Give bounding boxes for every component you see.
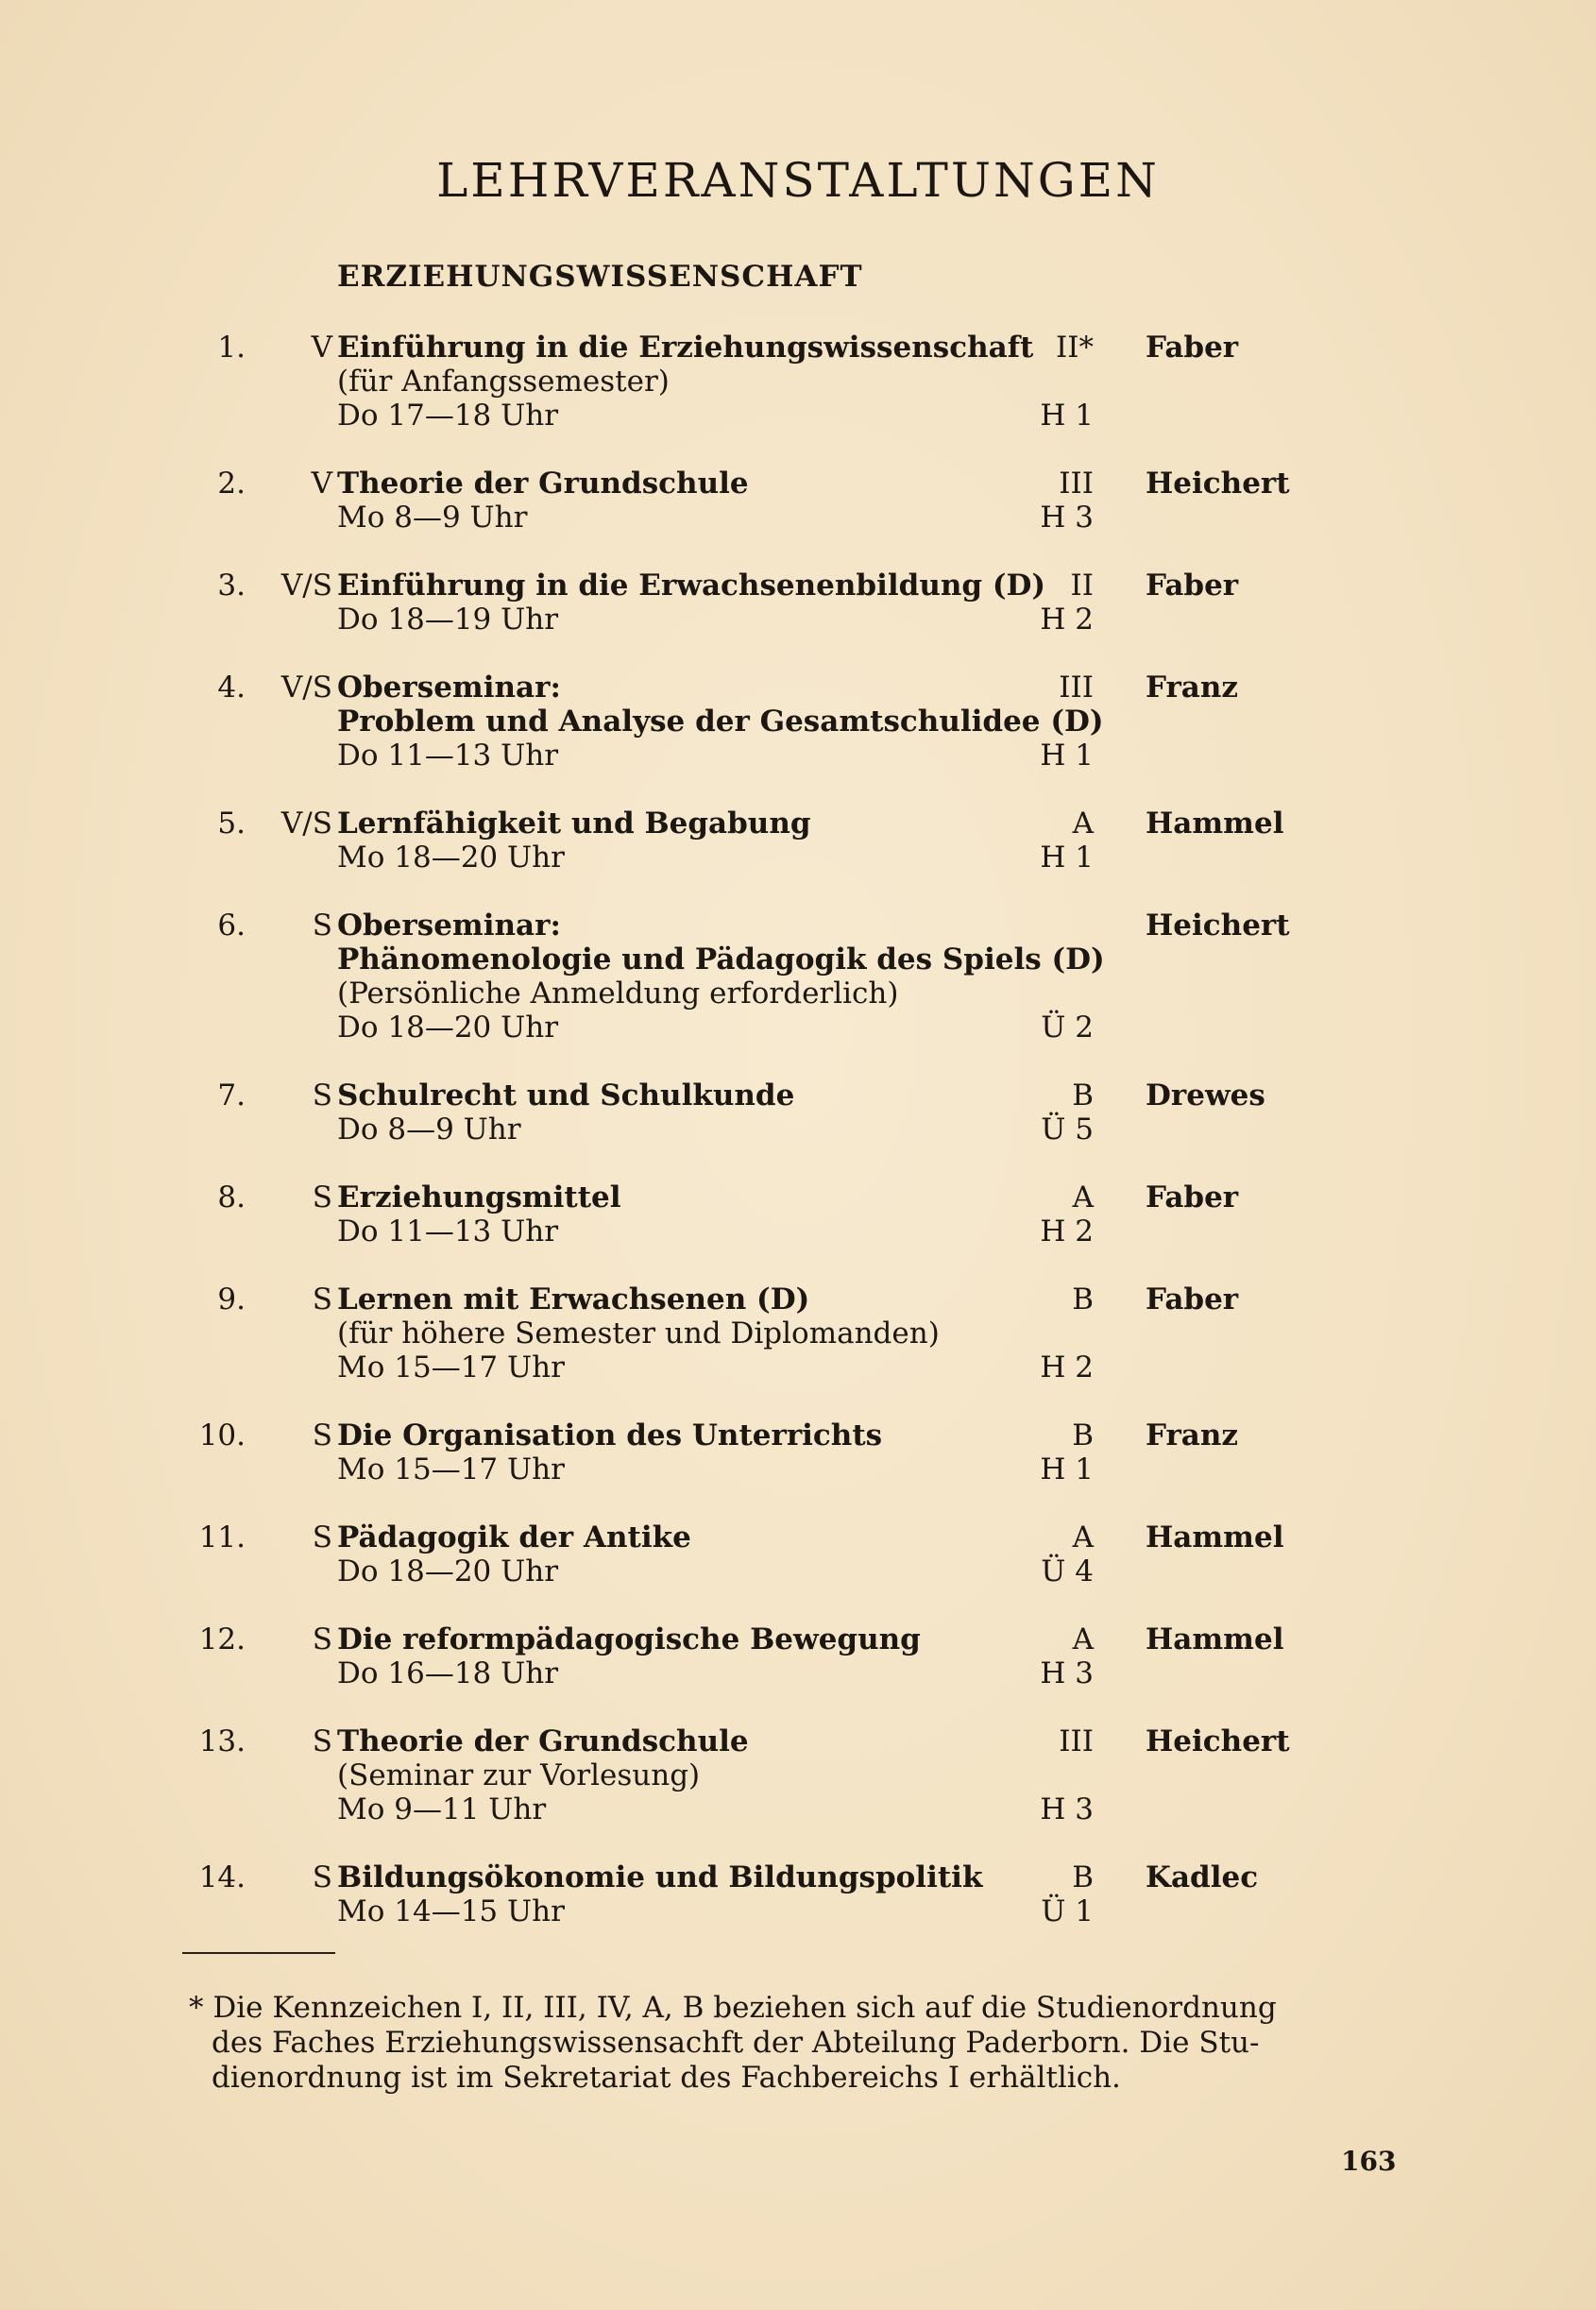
course-number: 3. [217,569,246,603]
course-entry [0,671,1596,773]
course-line [0,1316,1596,1350]
course-line [0,739,1596,773]
lecturer-name: Drewes [1146,1079,1265,1113]
course-type: S [312,1724,332,1758]
course-line [0,1622,1596,1656]
course-line [0,705,1596,739]
course-entry [0,1520,1596,1588]
course-code: III [1059,1724,1094,1758]
course-code: H 2 [1040,603,1094,637]
lecturer-name: Heichert [1146,467,1290,501]
course-type: V/S [280,671,332,705]
course-line [0,671,1596,705]
course-detail: (für Anfangssemester) [337,365,670,399]
course-title: Erziehungsmittel [337,1180,621,1214]
course-detail: Do 17—18 Uhr [337,399,559,433]
course-line [0,467,1596,501]
course-type: S [312,1418,332,1452]
page-title: LEHRVERANSTALTUNGEN [436,153,1160,208]
course-title: Theorie der Grundschule [337,467,749,501]
course-entry [0,331,1596,433]
course-line [0,1656,1596,1690]
course-line [0,1758,1596,1792]
course-type: V [311,467,332,501]
course-code: H 1 [1040,1452,1094,1486]
course-title: Einführung in die Erwachsenenbildung (D) [337,569,1046,603]
course-line [0,603,1596,637]
course-entry [0,1079,1596,1147]
course-number: 13. [198,1724,246,1758]
course-code: B [1072,1079,1094,1113]
course-line [0,1350,1596,1384]
course-detail: Do 8—9 Uhr [337,1113,521,1147]
course-line [0,1894,1596,1928]
course-number: 10. [198,1418,246,1452]
course-title: Oberseminar: [337,909,561,943]
course-number: 14. [198,1860,246,1894]
course-line [0,807,1596,841]
course-title: Problem und Analyse der Gesamtschulidee (D) [337,705,1104,739]
course-title: Die Organisation des Unterrichts [337,1418,883,1452]
course-line [0,1860,1596,1894]
course-detail: Do 18—20 Uhr [337,1011,559,1045]
course-type: V/S [280,569,332,603]
course-line [0,1282,1596,1316]
course-list [0,331,1596,1928]
course-line [0,1452,1596,1486]
course-line [0,1418,1596,1452]
course-entry [0,1724,1596,1826]
course-title: Einführung in die Erziehungswissenschaft [337,331,1034,365]
course-line [0,909,1596,943]
course-code: Ü 1 [1041,1894,1094,1928]
course-entry [0,1418,1596,1486]
course-code: H 1 [1040,841,1094,875]
lecturer-name: Faber [1146,569,1239,603]
course-code: II* [1056,331,1094,365]
course-title: Lernen mit Erwachsenen (D) [337,1282,810,1316]
course-detail: Mo 9—11 Uhr [337,1792,547,1826]
course-detail: Mo 14—15 Uhr [337,1894,565,1928]
lecturer-name: Hammel [1146,1520,1284,1554]
course-number: 2. [217,467,246,501]
course-type: V [311,331,332,365]
course-title: Phänomenologie und Pädagogik des Spiels (D) [337,943,1105,977]
course-title: Theorie der Grundschule [337,1724,749,1758]
course-code: III [1059,467,1094,501]
course-code: Ü 4 [1041,1554,1094,1588]
course-type: S [312,1520,332,1554]
course-number: 8. [217,1180,246,1214]
course-type: S [312,1079,332,1113]
course-detail: Mo 18—20 Uhr [337,841,565,875]
course-code: H 1 [1040,399,1094,433]
course-code: A [1072,1180,1094,1214]
course-entry [0,569,1596,637]
course-line [0,977,1596,1011]
course-line [0,1554,1596,1588]
course-type: S [312,1860,332,1894]
course-entry [0,1622,1596,1690]
course-entry [0,1282,1596,1384]
course-line [0,1214,1596,1248]
lecturer-name: Faber [1146,1282,1239,1316]
course-title: Bildungsökonomie und Bildungspolitik [337,1860,983,1894]
course-type: S [312,1622,332,1656]
course-entry [0,1180,1596,1248]
course-number: 1. [217,331,246,365]
course-detail: Mo 8—9 Uhr [337,501,528,535]
course-line [0,1792,1596,1826]
footnote-line: dienordnung ist im Sekretariat des Fachbereichs I erhältlich. [212,2061,1121,2095]
footnote-line: des Faches Erziehungswissensachft der Abteilung Paderborn. Die Stu- [212,2026,1260,2060]
course-title: Schulrecht und Schulkunde [337,1079,795,1113]
course-title: Pädagogik der Antike [337,1520,691,1554]
course-code: Ü 2 [1041,1011,1094,1045]
lecturer-name: Kadlec [1146,1860,1259,1894]
course-number: 9. [217,1282,246,1316]
course-code: H 2 [1040,1350,1094,1384]
course-number: 6. [217,909,246,943]
course-number: 4. [217,671,246,705]
course-detail: Do 18—19 Uhr [337,603,559,637]
course-code: II [1070,569,1094,603]
course-code: H 3 [1040,1792,1094,1826]
course-code: B [1072,1860,1094,1894]
course-detail: Do 16—18 Uhr [337,1656,559,1690]
course-line [0,331,1596,365]
course-entry [0,467,1596,535]
footnote-line: * Die Kennzeichen I, II, III, IV, A, B beziehen sich auf die Studienordnung [189,1991,1277,2025]
course-code: H 1 [1040,739,1094,773]
section-heading: ERZIEHUNGSWISSENSCHAFT [337,260,863,294]
course-type: S [312,909,332,943]
course-number: 12. [198,1622,246,1656]
course-type: V/S [280,807,332,841]
course-code: B [1072,1282,1094,1316]
footnote [189,1991,1398,2096]
course-detail: Mo 15—17 Uhr [337,1452,565,1486]
lecturer-name: Franz [1146,1418,1239,1452]
lecturer-name: Heichert [1146,1724,1290,1758]
lecturer-name: Franz [1146,671,1239,705]
lecturer-name: Faber [1146,331,1239,365]
course-code: A [1072,1520,1094,1554]
course-code: A [1072,1622,1094,1656]
course-type: S [312,1282,332,1316]
course-code: Ü 5 [1041,1113,1094,1147]
lecturer-name: Hammel [1146,1622,1284,1656]
lecturer-name: Faber [1146,1180,1239,1214]
page-number: 163 [1341,2146,1397,2177]
course-code: H 2 [1040,1214,1094,1248]
course-number: 7. [217,1079,246,1113]
course-line [0,1079,1596,1113]
course-detail: Mo 15—17 Uhr [337,1350,565,1384]
course-entry [0,1860,1596,1928]
course-line [0,841,1596,875]
course-line [0,1724,1596,1758]
course-detail: Do 18—20 Uhr [337,1554,559,1588]
footnote-divider [182,1952,335,1954]
course-type: S [312,1180,332,1214]
course-detail: (Persönliche Anmeldung erforderlich) [337,977,899,1011]
course-code: A [1072,807,1094,841]
course-line [0,943,1596,977]
lecturer-name: Hammel [1146,807,1284,841]
course-detail: Do 11—13 Uhr [337,1214,559,1248]
course-entry [0,807,1596,875]
course-line [0,1520,1596,1554]
course-entry [0,909,1596,1045]
course-detail: Do 11—13 Uhr [337,739,559,773]
course-number: 5. [217,807,246,841]
course-line [0,1113,1596,1147]
course-line [0,1011,1596,1045]
course-title: Die reformpädagogische Bewegung [337,1622,921,1656]
course-title: Lernfähigkeit und Begabung [337,807,811,841]
course-code: III [1059,671,1094,705]
course-detail: (für höhere Semester und Diplomanden) [337,1316,940,1350]
course-code: B [1072,1418,1094,1452]
course-code: H 3 [1040,1656,1094,1690]
course-line [0,569,1596,603]
course-line [0,1180,1596,1214]
course-line [0,399,1596,433]
course-detail: (Seminar zur Vorlesung) [337,1758,701,1792]
lecturer-name: Heichert [1146,909,1290,943]
course-title: Oberseminar: [337,671,561,705]
course-number: 11. [198,1520,246,1554]
course-line [0,501,1596,535]
course-code: H 3 [1040,501,1094,535]
course-line [0,365,1596,399]
